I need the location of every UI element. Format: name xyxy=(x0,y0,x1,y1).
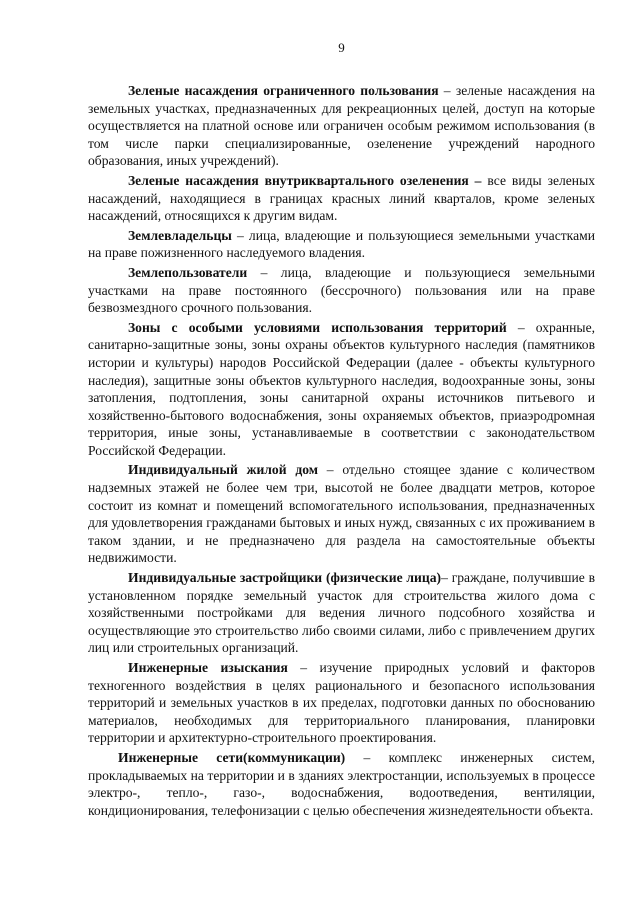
text-individual-developers: – граждане, получившие в установленном порядке земельный участок для строительства жилого дома с хозяйственными постройками для ведения личного подсобного хозяйства и осуществляющие это строительство либо своими силами, либо с привлечением других лиц или строительных организаций. xyxy=(88,570,595,656)
definition-individual-house xyxy=(88,461,595,567)
term-individual-house: Индивидуальный жилой дом xyxy=(128,462,318,478)
text-landowners: – лица, владеющие и пользующиеся земельными участками на праве пожизненного наследуемого владения. xyxy=(88,227,595,261)
definition-land-users xyxy=(88,264,595,317)
definition-special-zones xyxy=(88,319,595,460)
text-green-limited: – зеленые насаждения на земельных участках, предназначенных для рекреационных целей, доступ на которые осуществляется на платной основе или ограничен особым режимом использования (в том числе парки специализированные, озеленение учреждений народного образования, иных учреждений). xyxy=(88,83,596,169)
text-individual-house: – отдельно стоящее здание с количеством надземных этажей не более чем три, высотой не более двадцати метров, которое состоит из комнат и помещений вспомогательного использования, предназначенных для удовлетворения гражданами бытовых и иных нужд, связанных с их проживанием в таком здании, и не предназначено для раздела на самостоятельные объекты недвижимости. xyxy=(88,462,595,566)
definition-individual-developers xyxy=(88,569,595,657)
page-number: 9 xyxy=(338,40,345,55)
term-engineering-networks: Инженерные сети(коммуникации) xyxy=(118,749,346,765)
term-green-intrablock: Зеленые насаждения внутриквартального озеленения – xyxy=(128,172,482,188)
text-special-zones: – охранные, санитарно-защитные зоны, зоны охраны объектов культурного наследия (памятников истории и культуры) народов Российской Федерации (далее - объекты культурного наследия), защитные зоны объектов культурного наследия, водоохранные зоны, зоны затопления, подтопления, зоны санитарной охраны источников питьевого и хозяйственно-бытового водоснабжения, зоны охраняемых объектов, приаэродромная территория, иные зоны, устанавливаемые в соответствии с законодательством Российской Федерации. xyxy=(88,319,595,458)
term-engineering-surveys: Инженерные изыскания xyxy=(128,660,288,675)
term-green-limited: Зеленые насаждения ограниченного пользования xyxy=(128,83,439,98)
text-engineering-networks: – комплекс инженерных систем, прокладываемых на территории и в зданиях электростанции, используемых в процессе электро-, тепло-, газо-, водоснабжения, водоотведения, вентиляции, кондиционирования, телефонизации с целью обеспечения жизнедеятельности объекта. xyxy=(88,749,595,818)
definition-engineering-networks xyxy=(88,749,595,819)
text-land-users: – лица, владеющие и пользующиеся земельными участками на праве постоянного (бессрочного) пользования или на праве безвозмездного срочного пользования. xyxy=(88,264,595,316)
text-green-intrablock: все виды зеленых насаждений, находящиеся в границах красных линий кварталов, кроме зеленых насаждений, относящихся к другим видам. xyxy=(88,172,595,224)
term-individual-developers: Индивидуальные застройщики (физические лица) xyxy=(128,570,442,586)
definition-green-intrablock xyxy=(88,172,595,225)
term-landowners: Землевладельцы xyxy=(128,227,232,243)
definition-green-limited xyxy=(88,82,595,170)
term-special-zones: Зоны с особыми условиями использования территорий xyxy=(128,319,507,335)
term-land-users: Землепользователи xyxy=(128,264,248,280)
text-engineering-surveys: – изучение природных условий и факторов техногенного воздействия в целях рационального и безопасного использования территорий и земельных участков в их пределах, подготовки данных по обоснованию материалов, необходимых для территориального планирования, планировки территории и архитектурно-строительного проектирования. xyxy=(88,660,595,746)
definition-landowners xyxy=(88,227,595,262)
definition-engineering-surveys xyxy=(88,659,595,747)
